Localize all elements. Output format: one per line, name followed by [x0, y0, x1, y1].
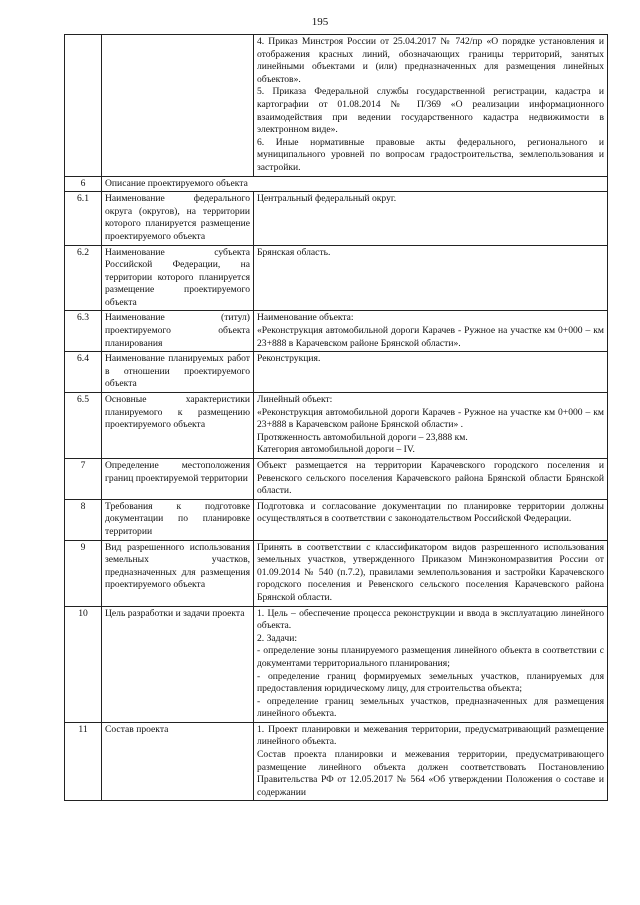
row-value: [254, 35, 608, 177]
row-label: [102, 35, 254, 177]
row-number: 9: [65, 540, 102, 606]
value-paragraph: 6. Иные нормативные правовые акты федерального, регионального и муниципального уровней по вопросам градостроительства, землепользования и застройки.: [257, 136, 604, 173]
row-value: [254, 722, 608, 801]
table-row: [65, 606, 608, 722]
value-paragraph: Реконструкция.: [257, 353, 321, 365]
value-paragraph: Наименование объекта:: [257, 312, 354, 324]
row-value: [254, 352, 608, 393]
row-value: [254, 192, 608, 245]
row-number: 6.1: [65, 192, 102, 245]
table-row: [65, 393, 608, 459]
row-number: 6.4: [65, 352, 102, 393]
table-row: [65, 192, 608, 245]
row-label: Наименование планируемых работ в отношении проектируемого объекта: [102, 352, 254, 393]
table-row: [65, 311, 608, 352]
table-row: [65, 540, 608, 606]
row-number: [65, 35, 102, 177]
project-specification-table: [64, 34, 608, 801]
row-label: Определение местоположения границ проектируемой территории: [102, 459, 254, 500]
row-number: 6: [65, 176, 102, 192]
value-paragraph: Центральный федеральный округ.: [257, 193, 397, 205]
value-paragraph: - определение границ земельных участков, предназначенных для размещения линейного объекта.: [257, 695, 604, 720]
value-paragraph: Категория автомобильной дороги – IV.: [257, 444, 415, 456]
row-label: Состав проекта: [102, 722, 254, 801]
value-paragraph: «Реконструкция автомобильной дороги Карачев - Ружное на участке км 0+000 – км 23+888 в Карачевском районе Брянской области» .: [257, 406, 604, 431]
row-number: 10: [65, 606, 102, 722]
table-row: [65, 499, 608, 540]
section-title: Описание проектируемого объекта: [102, 176, 608, 192]
row-number: 7: [65, 459, 102, 500]
value-paragraph: 4. Приказ Минстроя России от 25.04.2017 № 742/пр «О порядке установления и отображения красных линий, обозначающих границы территорий, занятых линейными объектами и (или) предназначенных для размещения линейных объектов».: [257, 36, 604, 85]
value-paragraph: Брянская область.: [257, 246, 331, 258]
value-paragraph: - определение границ формируемых земельных участков, планируемых для предоставления юридическому лицу, для строительства объекта;: [257, 670, 604, 695]
value-paragraph: 1. Проект планировки и межевания территории, предусматривающий размещение линейного объекта.: [257, 723, 604, 748]
value-paragraph: - определение зоны планируемого размещения линейного объекта в соответствии с документами территориального планирования;: [257, 645, 604, 669]
table-row: [65, 176, 608, 192]
row-label: Наименование (титул) проектируемого объекта планирования: [102, 311, 254, 352]
row-number: 6.3: [65, 311, 102, 352]
row-value: [254, 499, 608, 540]
table-row: [65, 352, 608, 393]
row-label: Требования к подготовке документации по планировке территории: [102, 499, 254, 540]
row-label: Вид разрешенного использования земельных участков, предназначенных для размещения проектируемого объекта: [102, 540, 254, 606]
row-value: [254, 311, 608, 352]
value-paragraph: Принять в соответствии с классификатором видов разрешенного использования земельных участков, утвержденного Приказом Минэкономразвития России от 01.09.2014 № 540 (п.7.2), правилами землепользования и застройки Карачевского городского поселения и Ревенского сельского поселения Карачевского района Брянской области.: [257, 541, 604, 603]
row-value: [254, 245, 608, 311]
value-paragraph: Состав проекта планировки и межевания территории, предусматривающего размещение линейного объекта должен соответствовать Постановлению Правительства РФ от 12.05.2017 № 564 «Об утверждении Положения о составе и содержании: [257, 749, 604, 798]
row-value: [254, 459, 608, 500]
row-label: Цель разработки и задачи проекта: [102, 606, 254, 722]
table-row: [65, 245, 608, 311]
row-number: 11: [65, 722, 102, 801]
row-value: [254, 393, 608, 459]
row-number: 8: [65, 499, 102, 540]
value-paragraph: 5. Приказа Федеральной службы государственной регистрации, кадастра и картографии от 01.08.2014 № П/369 «О реализации информационного взаимодействия при ведении государственного кадастра недвижимости в электронном виде».: [257, 86, 604, 136]
table-row: [65, 459, 608, 500]
value-paragraph: Подготовка и согласование документации по планировке территории должны осуществляться в соответствии с законодательством Российской Федерации.: [257, 500, 604, 525]
row-value: [254, 540, 608, 606]
value-paragraph: Протяженность автомобильной дороги – 23,888 км.: [257, 431, 468, 443]
row-value: [254, 606, 608, 722]
value-paragraph: 1. Цель – обеспечение процесса реконструкции и ввода в эксплуатацию линейного объекта.: [257, 607, 604, 632]
table-row: [65, 722, 608, 801]
row-label: Наименование федерального округа (округов), на территории которого планируется размещение проектируемого объекта: [102, 192, 254, 245]
table-row: [65, 35, 608, 177]
row-label: Основные характеристики планируемого к размещению проектируемого объекта: [102, 393, 254, 459]
row-number: 6.2: [65, 245, 102, 311]
row-number: 6.5: [65, 393, 102, 459]
value-paragraph: 2. Задачи:: [257, 632, 298, 644]
value-paragraph: Линейный объект:: [257, 394, 333, 406]
page-number: 195: [311, 16, 329, 28]
value-paragraph: Объект размещается на территории Карачевского городского поселения и Ревенского сельского поселения Карачевского района Брянской области Брянской области.: [257, 460, 604, 497]
value-paragraph: «Реконструкция автомобильной дороги Карачев - Ружное на участке км 0+000 – км 23+888 в Карачевском районе Брянской области».: [257, 325, 604, 349]
row-label: Наименование субъекта Российской Федерации, на территории которого планируется размещение проектируемого объекта: [102, 245, 254, 311]
